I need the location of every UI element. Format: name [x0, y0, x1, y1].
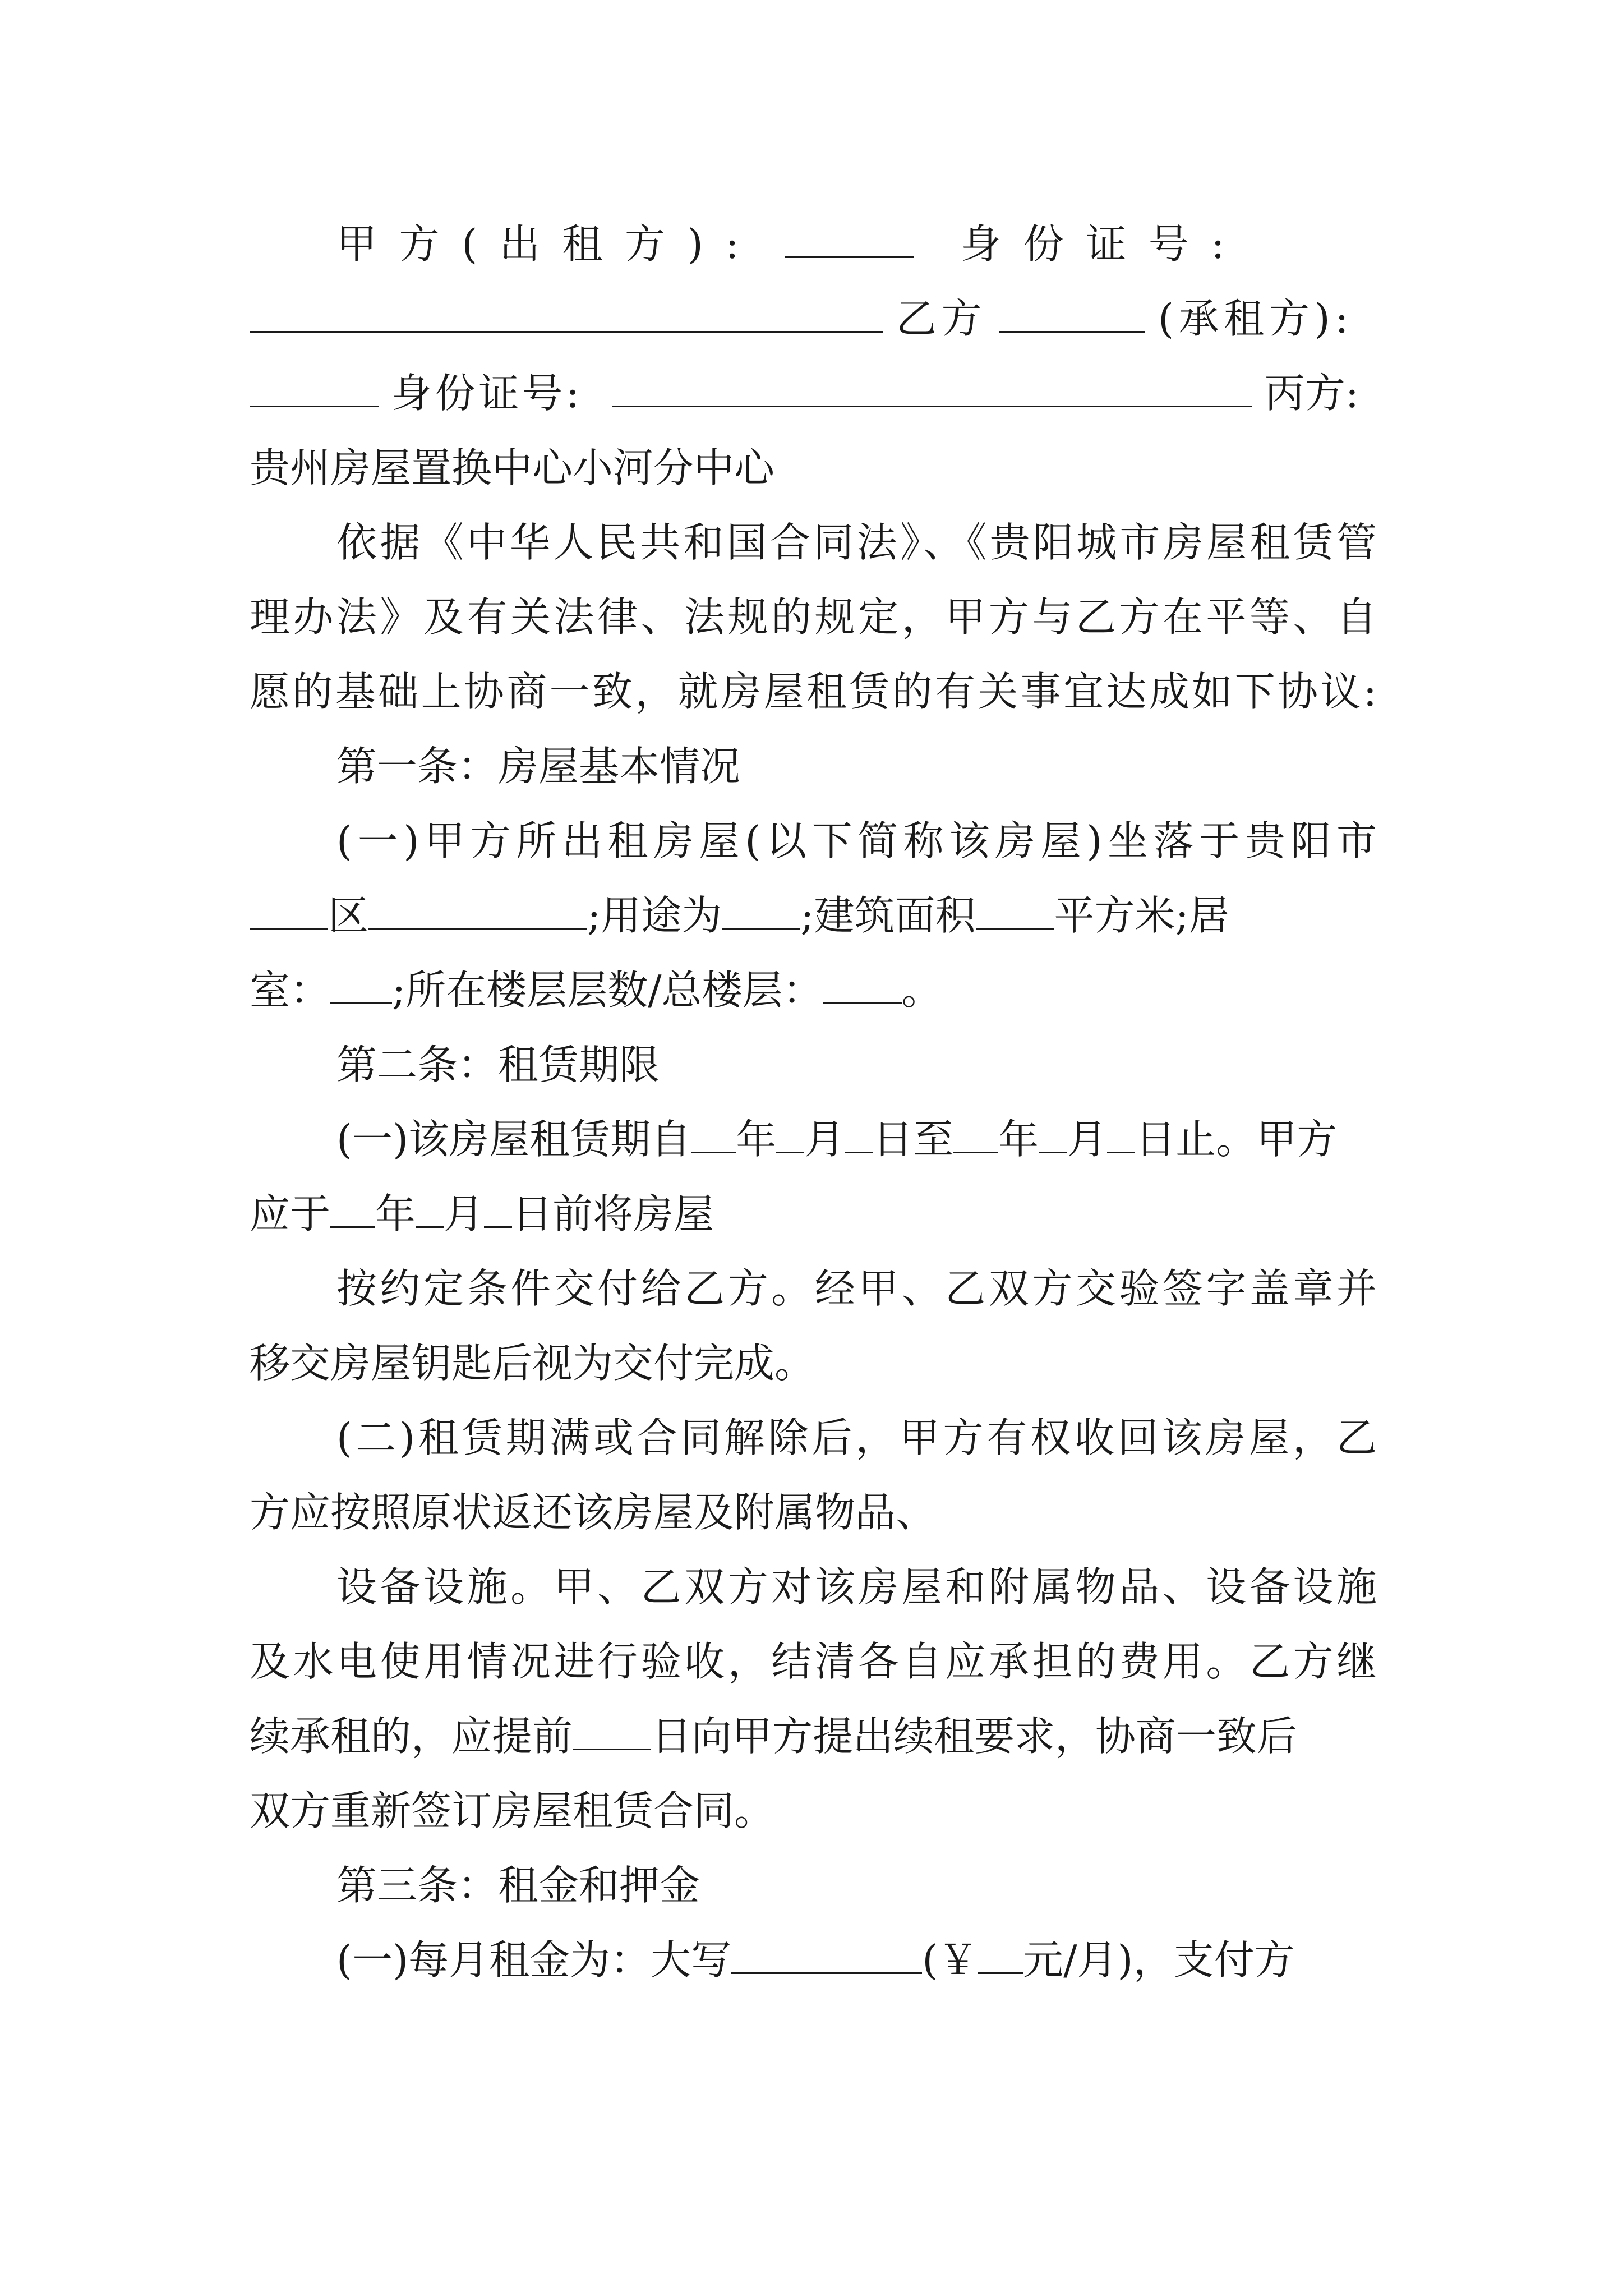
party-c-name: 贵州房屋置换中心小河分中心 — [250, 444, 775, 491]
year-label-2: 年 — [998, 1116, 1039, 1163]
article-2-item-1-line-2 — [250, 1183, 1377, 1245]
rent-label: (一)每月租金为：大写 — [336, 1936, 732, 1984]
party-c-line — [250, 362, 1377, 424]
start-day-blank — [845, 1118, 873, 1153]
article-2-title: 第二条：租赁期限 — [336, 1041, 660, 1088]
article-3-title: 第三条：租金和押金 — [336, 1862, 700, 1909]
id-blank-1 — [250, 297, 883, 333]
renew-days-blank — [573, 1715, 651, 1750]
month-label-3: 月 — [444, 1190, 485, 1237]
article-1-item-1-line-2 — [250, 885, 1377, 946]
floor-blank — [823, 969, 902, 1004]
deliver-day-blank — [484, 1193, 512, 1228]
party-b-name-blank — [250, 372, 379, 407]
id-label-2: 身份证号: — [391, 370, 583, 417]
period: 。 — [901, 967, 942, 1014]
year-label-3: 年 — [375, 1190, 416, 1237]
month-label: 月 — [804, 1116, 845, 1163]
article-2-item-1-line-1 — [336, 1108, 1377, 1170]
party-a-blank — [785, 223, 914, 258]
deliver-month-blank — [416, 1193, 444, 1228]
article-2-item-2-line-4: 及水电使用情况进行验收，结清各自应承担的费用。乙方继 — [250, 1638, 1377, 1685]
rent-unit: 元/月)，支付方 — [1023, 1936, 1295, 1984]
rent-words-blank — [731, 1939, 922, 1974]
article-1-title: 第一条：房屋基本情况 — [336, 743, 741, 790]
deliver-line-2: 移交房屋钥匙后视为交付完成。 — [250, 1340, 815, 1387]
renew-label: 续承租的，应提前 — [250, 1713, 573, 1760]
party-b-line — [250, 288, 1377, 349]
party-c-label: 丙方: — [1264, 370, 1359, 417]
usage-label: ;用途为 — [587, 892, 722, 939]
usage-blank — [722, 894, 800, 930]
day-to-label: 日至 — [873, 1116, 954, 1163]
id-label-1: 身份证号: — [961, 220, 1247, 268]
month-label-2: 月 — [1067, 1116, 1108, 1163]
day-end-label: 日止。甲方 — [1135, 1116, 1338, 1163]
intro-line-2: 理办法》及有关法律、法规的规定，甲方与乙方在平等、自 — [250, 593, 1377, 641]
id-blank-2 — [612, 372, 1252, 407]
deliver-suffix: 日前将房屋 — [512, 1190, 714, 1237]
rent-amount-blank — [978, 1939, 1023, 1974]
start-month-blank — [776, 1118, 804, 1153]
start-year-blank — [691, 1118, 736, 1153]
article-2-item-2-line-1: (二)租赁期满或合同解除后，甲方有权收回该房屋，乙 — [336, 1414, 1377, 1461]
article-2-item-2-line-2: 方应按照原状返还该房屋及附属物品、 — [250, 1489, 937, 1536]
district-blank — [250, 894, 328, 930]
intro-line-1: 依据《中华人民共和国合同法》、《贵阳城市房屋租赁管 — [336, 519, 1377, 566]
area-blank — [976, 894, 1054, 930]
rent-yuan-open: (￥ — [922, 1936, 979, 1984]
party-a-line — [336, 213, 1377, 275]
rooms-blank — [330, 969, 392, 1004]
end-month-blank — [1039, 1118, 1067, 1153]
deliver-label: 应于 — [250, 1190, 331, 1237]
party-b-label: 乙方 — [896, 295, 987, 342]
article-3-item-1-line-1 — [336, 1929, 1377, 1991]
article-1-item-1-line-1: (一)甲方所出租房屋(以下简称该房屋)坐落于贵阳市 — [336, 817, 1377, 864]
end-day-blank — [1107, 1118, 1135, 1153]
deliver-line: 按约定条件交付给乙方。经甲、乙双方交验签字盖章并 — [336, 1265, 1377, 1312]
party-b-role: (承租方): — [1158, 295, 1354, 342]
article-2-item-2-line-5 — [250, 1705, 1377, 1767]
article-1-item-1-line-3 — [250, 959, 1377, 1021]
deliver-year-blank — [330, 1193, 375, 1228]
area-unit: 平方米;居 — [1054, 892, 1229, 939]
party-b-blank — [999, 297, 1145, 333]
party-a-label: 甲方(出租方): — [336, 220, 762, 268]
lease-from-label: (一)该房屋租赁期自 — [336, 1116, 691, 1163]
address-blank — [368, 894, 587, 930]
article-2-item-2-line-6: 双方重新签订房屋租赁合同。 — [250, 1787, 775, 1834]
article-2-item-2-line-3: 设备设施。甲、乙双方对该房屋和附属物品、设备设施 — [336, 1563, 1377, 1611]
area-label: ;建筑面积 — [800, 892, 976, 939]
intro-line-3: 愿的基础上协商一致，就房屋租赁的有关事宜达成如下协议: — [250, 668, 1377, 715]
rooms-label: 室： — [250, 967, 331, 1014]
floor-label: ;所在楼层层数/总楼层： — [392, 967, 823, 1014]
end-year-blank — [953, 1118, 998, 1153]
district-label: 区 — [328, 892, 369, 939]
renew-suffix: 日向甲方提出续租要求，协商一致后 — [651, 1713, 1298, 1760]
year-label: 年 — [736, 1116, 777, 1163]
